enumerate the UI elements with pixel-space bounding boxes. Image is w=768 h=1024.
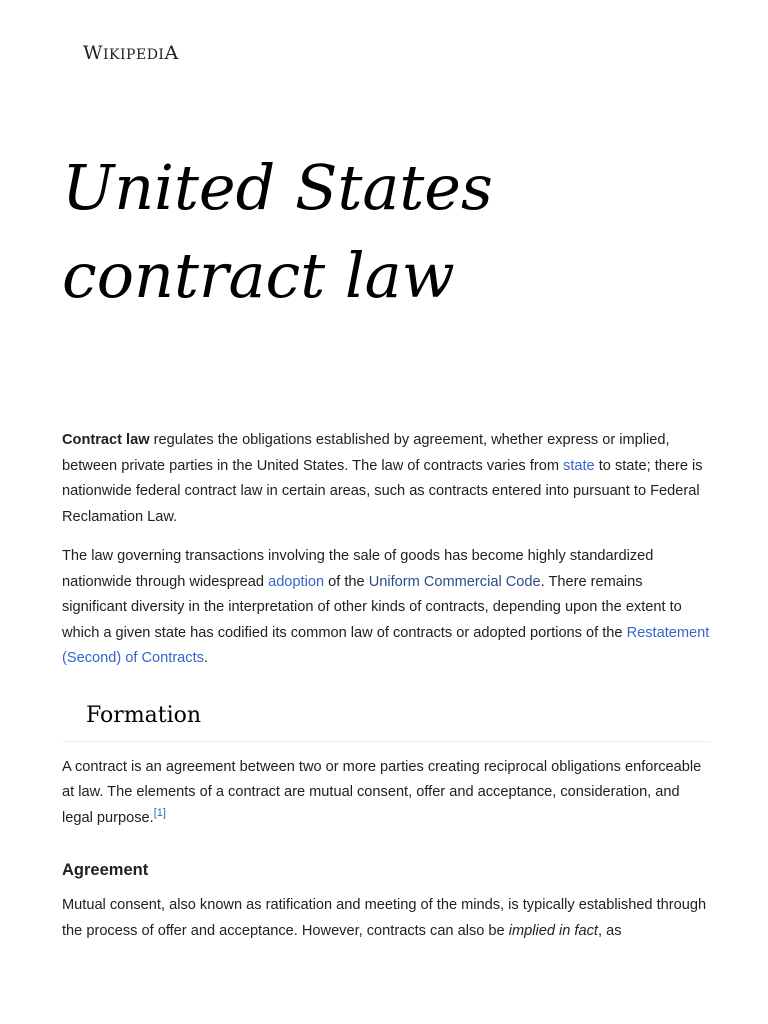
intro-paragraph-1 <box>62 428 710 530</box>
agreement-text-2: , as <box>597 922 622 939</box>
intro-p2-text-3: . There remains significant diversity in the interpretation of other kinds of contracts, depending upon the extent to which a given state has codified its common law of contracts or adopted portions of the <box>62 573 682 641</box>
intro-p2-text-2: of the <box>324 573 369 590</box>
intro-paragraph-2 <box>62 544 710 672</box>
agreement-text-1: Mutual consent, also known as ratification and meeting of the minds, is typically established through the process of offer and acceptance. However, contracts can also be <box>62 897 707 939</box>
formation-paragraph <box>62 755 710 832</box>
reference-1-link[interactable]: [1] <box>153 806 166 819</box>
wordmark-rest: IKIPEDI <box>103 47 165 63</box>
link-adoption[interactable]: adoption <box>268 573 325 590</box>
article-body <box>62 428 710 958</box>
link-uniform-commercial-code[interactable]: Uniform Commercial Code <box>368 573 541 590</box>
formation-text: A contract is an agreement between two or more parties creating reciprocal obligations enforceable at law. The elements of a contract are mutual consent, offer and acceptance, consideration, and legal purpose. <box>62 758 702 826</box>
agreement-italic-term: implied in fact <box>508 922 598 939</box>
link-state[interactable]: state <box>563 457 595 474</box>
subsection-heading-agreement: Agreement <box>62 861 149 879</box>
bold-term: Contract law <box>62 432 150 448</box>
agreement-paragraph <box>62 893 710 944</box>
link-restatement[interactable]: Restatement (Second) of Contracts <box>62 624 710 666</box>
intro-p2-text-1: The law governing transactions involving the sale of goods has become highly standardized nationwide through widespread <box>62 548 654 590</box>
intro-p1-text-1: regulates the obligations established by agreement, whether express or implied, between private parties in the United States. The law of contracts varies from <box>62 432 670 474</box>
wordmark-initial: W <box>83 42 104 64</box>
intro-p1-text-2: to state; there is nationwide federal contract law in certain areas, such as contracts entered into pursuant to Federal Reclamation Law. <box>62 457 703 525</box>
intro-p2-text-4: . <box>203 650 209 666</box>
wordmark-end: A <box>164 42 179 64</box>
section-heading-formation[interactable]: Formation <box>62 700 710 742</box>
wikipedia-wordmark-link[interactable] <box>83 42 179 64</box>
page-title: United States contract law <box>62 151 493 312</box>
